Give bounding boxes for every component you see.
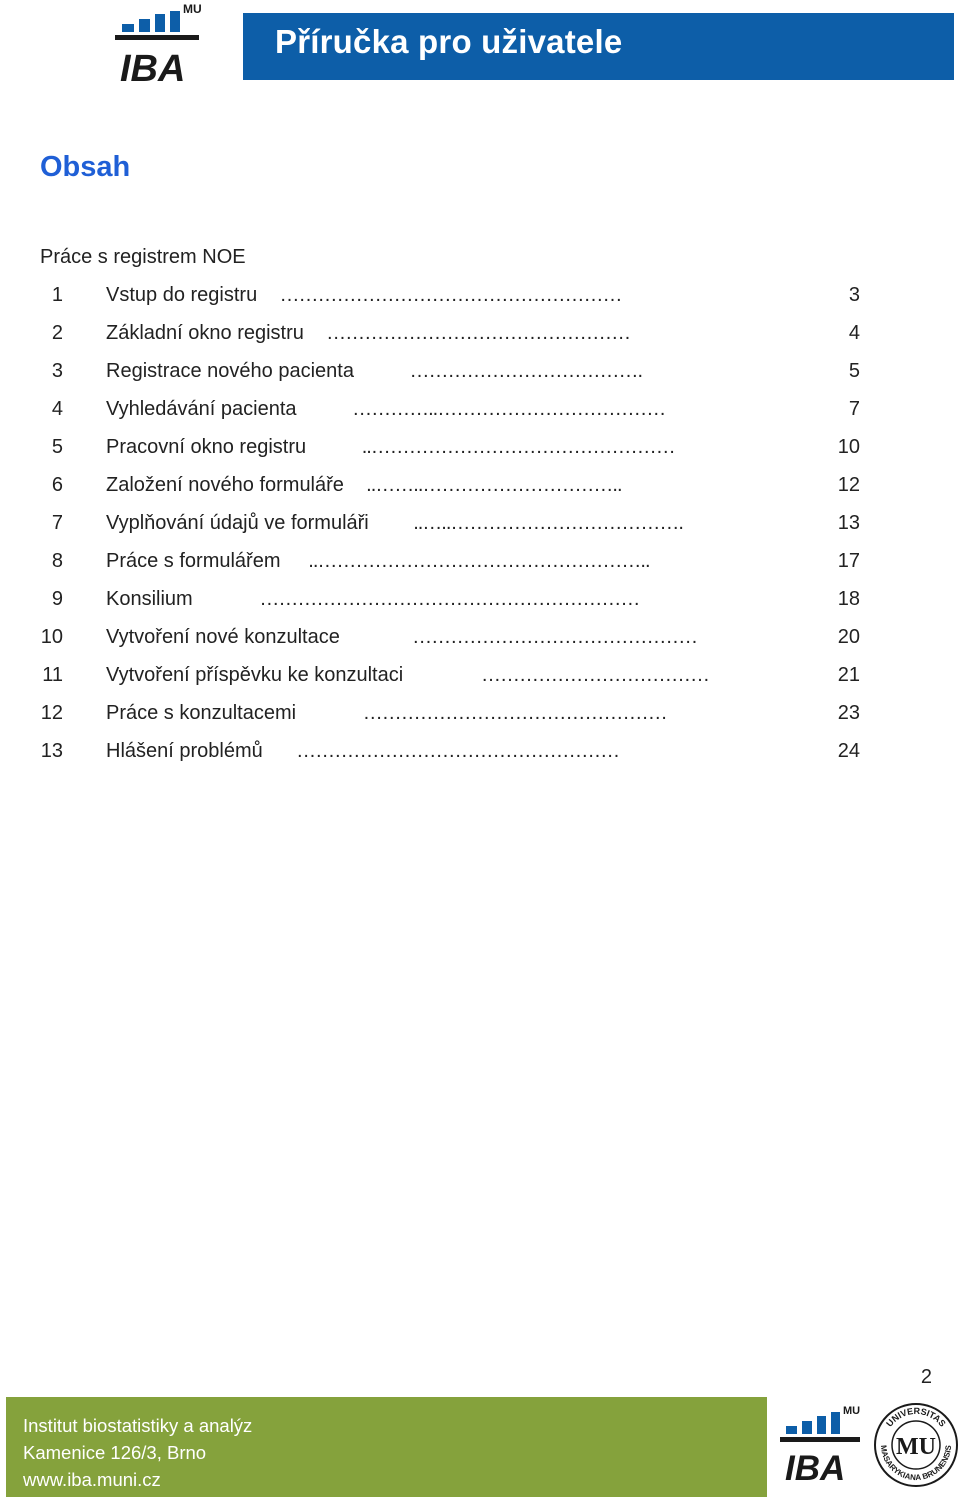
section-title: Obsah — [40, 151, 131, 183]
toc-number: 3 — [51, 360, 63, 382]
toc-title — [106, 588, 639, 611]
iba-logo — [113, 2, 205, 84]
title-bar — [243, 13, 954, 80]
toc-title-text: Pracovní okno registru — [106, 436, 307, 458]
toc-title — [106, 398, 665, 421]
university-seal-icon — [873, 1402, 959, 1488]
toc-number: 5 — [51, 436, 63, 458]
toc-leader-dots: ………………………………………… — [362, 702, 667, 724]
toc-row[interactable] — [0, 506, 960, 544]
toc-number: 9 — [51, 588, 63, 610]
toc-title — [106, 474, 622, 497]
toc-title-text: Vstup do registru — [106, 284, 258, 306]
toc-row[interactable] — [0, 620, 960, 658]
toc-leader-dots: ..…..………………………………. — [413, 512, 683, 534]
page-number: 2 — [920, 1366, 932, 1388]
table-of-contents — [0, 278, 960, 772]
toc-page: 4 — [848, 322, 860, 344]
toc-title-text: Vytvoření příspěvku ke konzultaci — [106, 664, 404, 686]
seal-top-text: UNIVERSITAS — [884, 1405, 948, 1429]
toc-intro: Práce s registrem NOE — [40, 246, 246, 268]
toc-page: 5 — [848, 360, 860, 382]
svg-text:UNIVERSITAS — [884, 1406, 948, 1429]
toc-number: 4 — [51, 398, 63, 420]
toc-leader-dots: ..…………………………………………….. — [308, 550, 650, 572]
toc-row[interactable] — [0, 544, 960, 582]
toc-title-text: Práce s konzultacemi — [106, 702, 297, 724]
toc-title — [106, 550, 650, 573]
toc-leader-dots: …………………………………………………… — [259, 588, 640, 610]
toc-title-text: Hlášení problémů — [106, 740, 263, 762]
toc-leader-dots: ………………………………. — [409, 360, 643, 382]
toc-number: 12 — [40, 702, 63, 724]
toc-row[interactable] — [0, 582, 960, 620]
toc-page: 3 — [848, 284, 860, 306]
toc-number: 6 — [51, 474, 63, 496]
toc-title-text: Vyhledávání pacienta — [106, 398, 297, 420]
seal-bottom-text: MASARYKIANA BRUNENSIS — [878, 1444, 954, 1483]
toc-leader-dots: ……………………………………………… — [279, 284, 622, 306]
toc-page: 24 — [837, 740, 860, 762]
toc-title — [106, 360, 642, 383]
toc-page: 18 — [837, 588, 860, 610]
toc-page: 7 — [848, 398, 860, 420]
toc-number: 7 — [51, 512, 63, 534]
toc-number: 10 — [40, 626, 63, 648]
toc-page: 21 — [837, 664, 860, 686]
toc-title-text: Založení nového formuláře — [106, 474, 344, 496]
toc-title-text: Registrace nového pacienta — [106, 360, 354, 382]
toc-page: 20 — [837, 626, 860, 648]
iba-logo-footer — [779, 1402, 865, 1488]
logo-iba-text: IBA — [120, 48, 186, 84]
toc-title — [106, 436, 675, 459]
toc-title-text: Konsilium — [106, 588, 193, 610]
toc-title-text: Základní okno registru — [106, 322, 304, 344]
toc-leader-dots: …………………………………………… — [296, 740, 620, 762]
toc-leader-dots: ……………………………… — [480, 664, 709, 686]
toc-number: 11 — [42, 664, 63, 686]
toc-title — [106, 284, 621, 307]
toc-row[interactable] — [0, 468, 960, 506]
toc-number: 1 — [51, 284, 63, 306]
toc-page: 10 — [837, 436, 860, 458]
toc-title-text: Vyplňování údajů ve formuláři — [106, 512, 369, 534]
toc-page: 23 — [837, 702, 860, 724]
toc-row[interactable] — [0, 734, 960, 772]
footer-institute: Institut biostatistiky a analýz — [23, 1415, 253, 1436]
logo-mu-text: MU — [843, 1405, 861, 1417]
toc-title — [106, 512, 683, 535]
toc-leader-dots: ………………………………………… — [326, 322, 631, 344]
toc-row[interactable] — [0, 316, 960, 354]
toc-title — [106, 626, 697, 649]
seal-monogram: MU — [896, 1434, 936, 1460]
toc-row[interactable] — [0, 278, 960, 316]
toc-title — [106, 664, 709, 687]
toc-leader-dots: …………..……………………………… — [352, 398, 666, 420]
toc-page: 13 — [837, 512, 860, 534]
toc-title-text: Práce s formulářem — [106, 550, 281, 572]
toc-leader-dots: ..………………………………………… — [361, 436, 675, 458]
toc-page: 12 — [837, 474, 860, 496]
toc-leader-dots: ……………………………………… — [412, 626, 698, 648]
footer-address: Kamenice 126/3, Brno — [23, 1442, 207, 1463]
toc-title — [106, 322, 630, 345]
logo-iba-text: IBA — [785, 1449, 846, 1488]
toc-row[interactable] — [0, 354, 960, 392]
logo-mu-text: MU — [183, 2, 202, 16]
toc-leader-dots: ..……..………………………….. — [366, 474, 622, 496]
toc-row[interactable] — [0, 696, 960, 734]
document-title: Příručka pro uživatele — [275, 23, 623, 60]
toc-number: 13 — [40, 740, 63, 762]
toc-number: 8 — [51, 550, 63, 572]
footer-website[interactable]: www.iba.muni.cz — [23, 1469, 161, 1490]
toc-row[interactable] — [0, 658, 960, 696]
toc-title-text: Vytvoření nové konzultace — [106, 626, 340, 648]
toc-number: 2 — [51, 322, 63, 344]
toc-title — [106, 702, 667, 725]
toc-page: 17 — [837, 550, 860, 572]
toc-row[interactable] — [0, 430, 960, 468]
toc-row[interactable] — [0, 392, 960, 430]
footer-bar — [6, 1397, 767, 1497]
toc-title — [106, 740, 619, 763]
